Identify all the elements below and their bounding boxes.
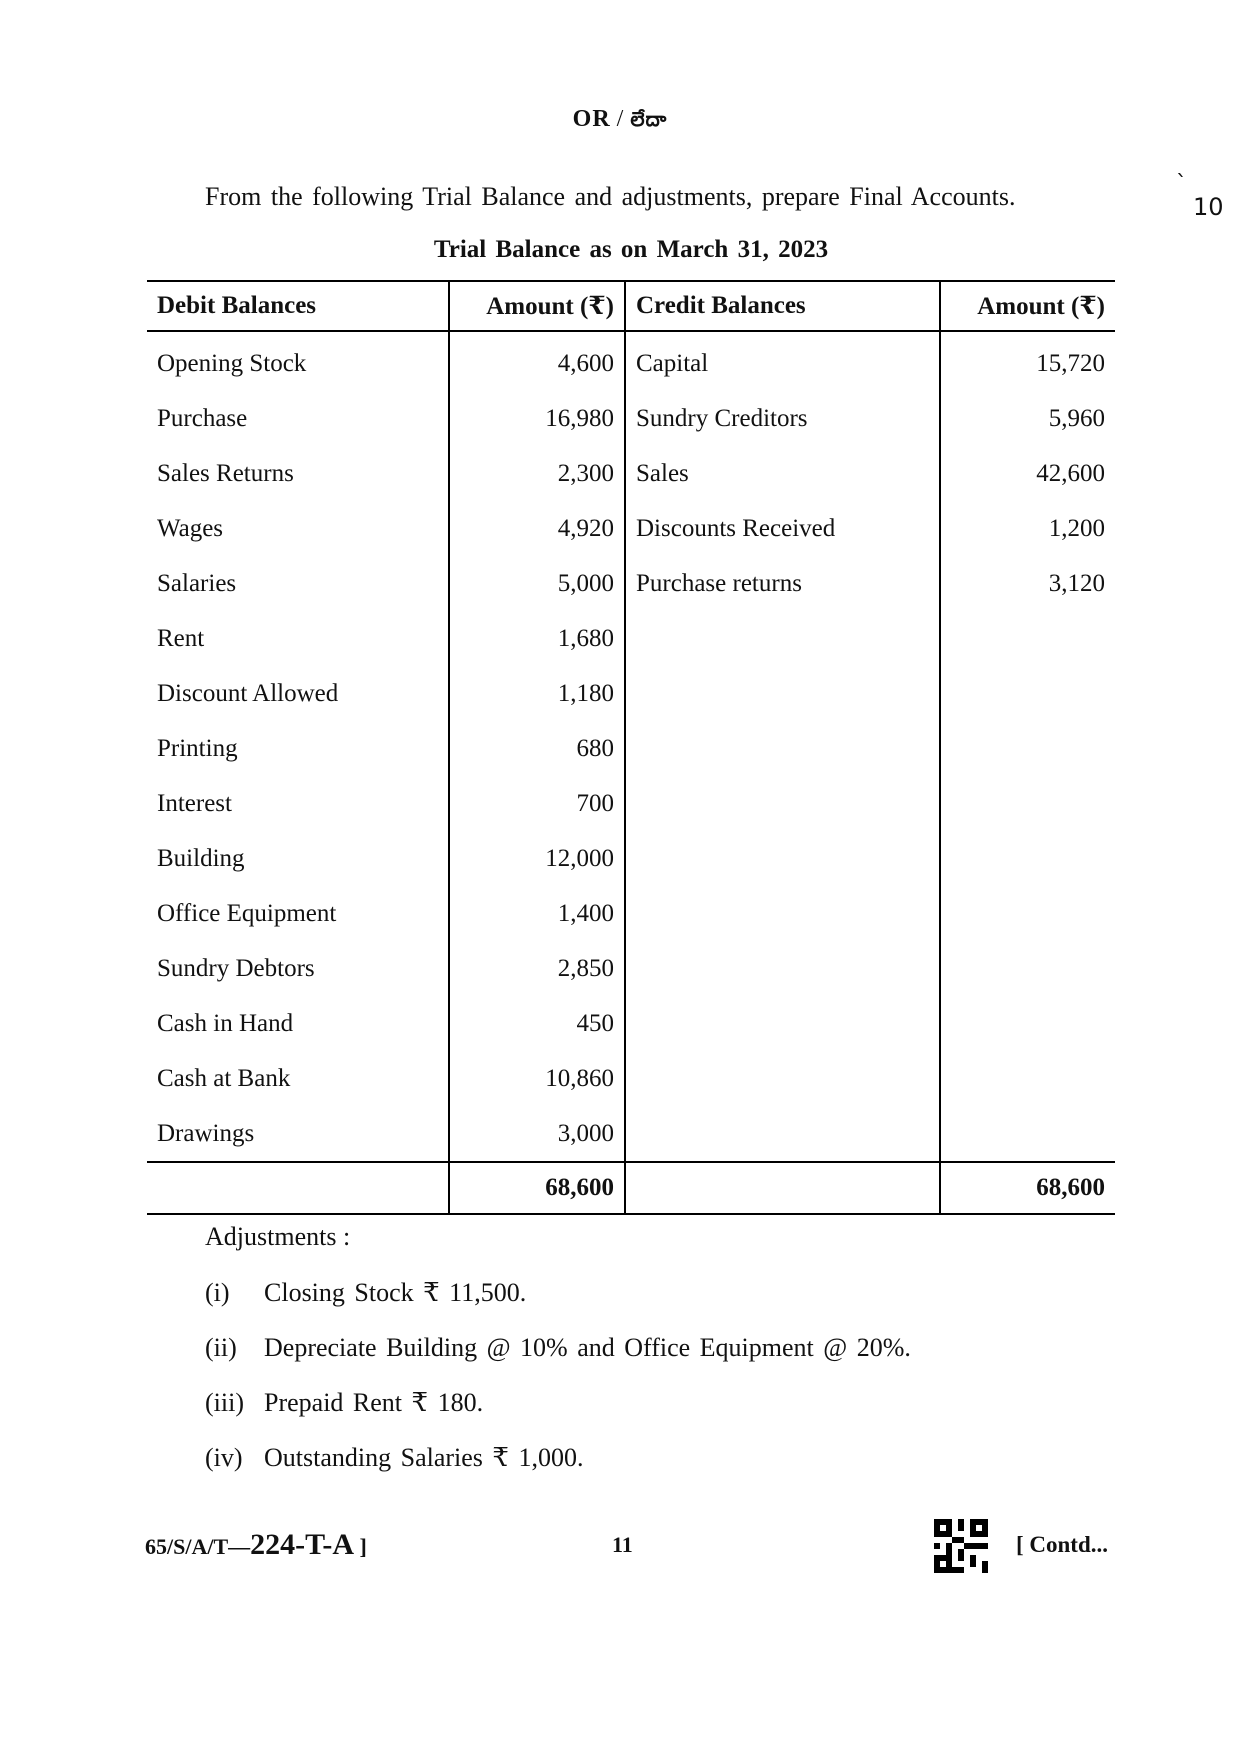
table-row <box>147 501 1115 556</box>
debit-amount: 450 <box>449 996 625 1051</box>
table-row <box>147 391 1115 446</box>
tick-mark: ` <box>1176 172 1187 197</box>
debit-item: Cash at Bank <box>147 1051 449 1106</box>
question-marks: 10 <box>1193 193 1224 221</box>
credit-item: Purchase returns <box>625 556 940 611</box>
header-credit: Credit Balances <box>625 281 940 331</box>
credit-amount: 15,720 <box>1036 349 1105 377</box>
debit-amount: 4,920 <box>449 501 625 556</box>
debit-amount: 3,000 <box>449 1106 625 1162</box>
credit-item <box>625 721 940 776</box>
debit-item: Wages <box>147 501 449 556</box>
credit-item <box>625 1051 940 1106</box>
credit-amount <box>940 776 1115 831</box>
credit-item <box>625 886 940 941</box>
page-number: 11 <box>612 1532 633 1557</box>
table-row <box>147 776 1115 831</box>
table-header-row <box>147 281 1115 331</box>
credit-amount: 42,600 <box>1036 459 1105 487</box>
paper-code-suffix: ] <box>354 1534 367 1559</box>
totals-blank-debit <box>147 1162 449 1214</box>
adjustment-item <box>205 1278 526 1308</box>
adjustment-number: (iii) <box>205 1388 244 1417</box>
or-telugu: లేదా <box>630 107 668 131</box>
credit-amount <box>940 1106 1115 1162</box>
credit-amount <box>940 831 1115 886</box>
debit-amount: 12,000 <box>449 831 625 886</box>
table-row <box>147 831 1115 886</box>
trial-balance-table <box>147 280 1115 1215</box>
paper-code <box>145 1528 367 1562</box>
credit-item: Sundry Creditors <box>625 391 940 446</box>
header-debit: Debit Balances <box>147 281 449 331</box>
adjustment-number: (iv) <box>205 1443 243 1472</box>
debit-item: Purchase <box>147 391 449 446</box>
question-instruction: From the following Trial Balance and adjustments, prepare Final Accounts. <box>205 182 1016 211</box>
table-row <box>147 666 1115 721</box>
table-row <box>147 611 1115 666</box>
credit-item: Sales <box>625 446 940 501</box>
adjustment-number: (ii) <box>205 1333 237 1362</box>
adjustment-text: Closing Stock ₹ 11,500. <box>264 1278 527 1307</box>
totals-blank-credit <box>625 1162 940 1214</box>
paper-code-prefix: 65/S/A/T— <box>145 1534 251 1559</box>
debit-item: Sundry Debtors <box>147 941 449 996</box>
debit-amount: 1,680 <box>449 611 625 666</box>
debit-item: Cash in Hand <box>147 996 449 1051</box>
debit-amount: 1,400 <box>449 886 625 941</box>
debit-amount: 680 <box>449 721 625 776</box>
table-row <box>147 721 1115 776</box>
credit-item: Capital <box>625 331 940 391</box>
adjustment-item <box>205 1443 583 1473</box>
credit-amount <box>940 941 1115 996</box>
credit-item <box>625 776 940 831</box>
debit-amount: 4,600 <box>449 331 625 391</box>
debit-item: Salaries <box>147 556 449 611</box>
debit-item: Building <box>147 831 449 886</box>
credit-item <box>625 1106 940 1162</box>
debit-item: Sales Returns <box>147 446 449 501</box>
header-debit-amount: Amount (₹) <box>449 281 625 331</box>
debit-amount: 10,860 <box>449 1051 625 1106</box>
debit-amount: 1,180 <box>449 666 625 721</box>
table-row <box>147 886 1115 941</box>
credit-item <box>625 831 940 886</box>
credit-item <box>625 941 940 996</box>
adjustment-text: Depreciate Building @ 10% and Office Equipment @ 20%. <box>264 1333 911 1362</box>
or-separator: / <box>616 106 625 132</box>
table-row <box>147 1051 1115 1106</box>
table-row <box>147 996 1115 1051</box>
credit-amount <box>940 721 1115 776</box>
debit-item: Interest <box>147 776 449 831</box>
debit-item: Office Equipment <box>147 886 449 941</box>
table-body <box>147 331 1115 1162</box>
credit-amount <box>940 1051 1115 1106</box>
debit-amount: 700 <box>449 776 625 831</box>
credit-item <box>625 611 940 666</box>
trial-balance-title: Trial Balance as on March 31, 2023 <box>433 236 829 263</box>
credit-amount <box>940 996 1115 1051</box>
credit-amount: 1,200 <box>1048 514 1105 542</box>
table-row <box>147 446 1115 501</box>
paper-code-main: 224-T-A <box>250 1528 355 1561</box>
adjustment-item <box>205 1388 483 1418</box>
debit-item: Printing <box>147 721 449 776</box>
table-row <box>147 1106 1115 1162</box>
table-row <box>147 331 1115 391</box>
adjustment-text: Prepaid Rent ₹ 180. <box>264 1388 484 1417</box>
debit-item: Rent <box>147 611 449 666</box>
totals-row <box>147 1162 1115 1214</box>
credit-amount: 3,120 <box>1048 569 1105 597</box>
credit-item: Discounts Received <box>625 501 940 556</box>
credit-amount <box>940 611 1115 666</box>
adjustment-item <box>205 1333 911 1363</box>
debit-amount: 2,850 <box>449 941 625 996</box>
credit-amount <box>940 666 1115 721</box>
adjustments-heading: Adjustments : <box>205 1222 351 1251</box>
credit-total: 68,600 <box>940 1162 1115 1214</box>
debit-total: 68,600 <box>449 1162 625 1214</box>
adjustment-text: Outstanding Salaries ₹ 1,000. <box>264 1443 584 1472</box>
credit-item <box>625 666 940 721</box>
continued-label: [ Contd... <box>1016 1532 1109 1557</box>
debit-item: Drawings <box>147 1106 449 1162</box>
qr-code-icon <box>934 1519 988 1573</box>
table-row <box>147 556 1115 611</box>
debit-item: Opening Stock <box>147 331 449 391</box>
header-credit-amount: Amount (₹) <box>940 281 1115 331</box>
or-label: OR <box>572 106 611 132</box>
or-heading <box>0 106 1240 136</box>
credit-item <box>625 996 940 1051</box>
debit-amount: 16,980 <box>449 391 625 446</box>
adjustment-number: (i) <box>205 1278 230 1307</box>
credit-amount <box>940 886 1115 941</box>
debit-amount: 5,000 <box>449 556 625 611</box>
debit-amount: 2,300 <box>449 446 625 501</box>
debit-item: Discount Allowed <box>147 666 449 721</box>
credit-amount: 5,960 <box>1048 404 1105 432</box>
table-row <box>147 941 1115 996</box>
